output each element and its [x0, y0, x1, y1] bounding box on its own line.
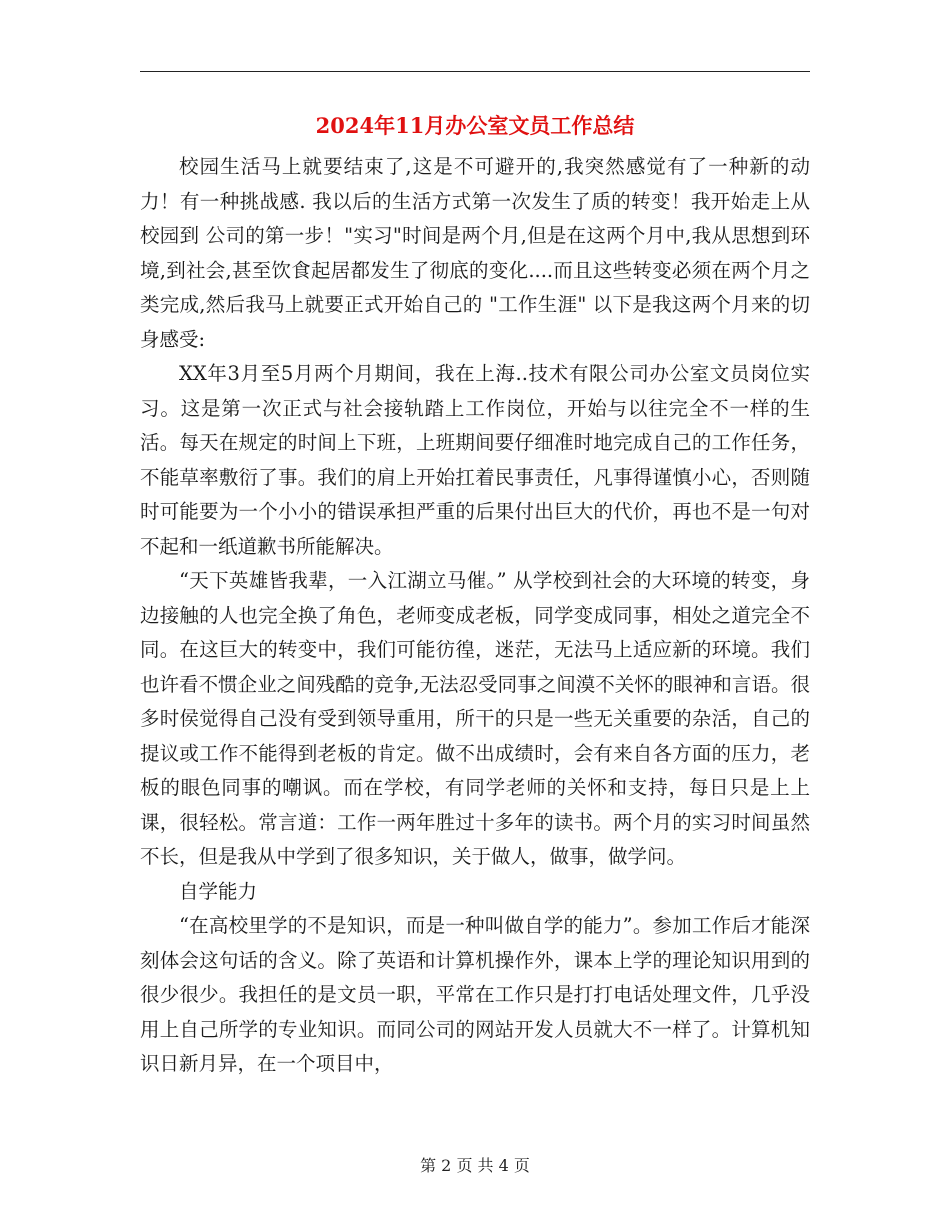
- document-title: 2024年11月办公室文员工作总结: [315, 113, 635, 138]
- body-paragraph: “天下英雄皆我辈，一入江湖立马催。” 从学校到社会的大环境的转变，身边接触的人也完全换了角色，老师变成老板，同学变成同事，相处之道完全不同。在这巨大的转变中，我们可能彷徨，迷茫，无法马上适应新的环境。我们也许看不惯企业之间残酷的竞争,无法忍受同事之间漠不关怀的眼神和言语。很多时侯觉得自己没有受到领导重用，所干的只是一些无关重要的杂活，自己的提议或工作不能得到老板的肯定。做不出成绩时，会有来自各方面的压力，老板的眼色同事的嘲讽。而在学校，有同学老师的关怀和支持，每日只是上上课，很轻松。常言道：工作一两年胜过十多年的读书。两个月的实习时间虽然不长，但是我从中学到了很多知识，关于做人，做事，做学问。: [140, 569, 810, 868]
- body-paragraph: “在高校里学的不是知识，而是一种叫做自学的能力”。参加工作后才能深刻体会这句话的含义。除了英语和计算机操作外，课本上学的理论知识用到的很少很少。我担任的是文员一职，平常在工作只是打打电话处理文件，几乎没用上自己所学的专业知识。而同公司的网站开发人员就大不一样了。计算机知识日新月异，在一个项目中，: [140, 914, 810, 1075]
- page-number-footer: 第 2 页 共 4 页: [420, 1156, 530, 1175]
- section-heading: 自学能力: [179, 879, 258, 903]
- body-paragraph: 校园生活马上就要结束了,这是不可避开的,我突然感觉有了一种新的动力！有一种挑战感. 我以后的生活方式第一次发生了质的转变！我开始走上从校园到 公司的第一步！"实习"时间是两个月,但是在这两个月中,我从思想到环境,到社会,甚至饮食起居都发生了彻底的变化....而且这些转变必须在两个月之类完成,然后我马上就要正式开始自己的 "工作生涯" 以下是我这两个月来的切身感受:: [140, 155, 810, 351]
- body-paragraph: XX年3月至5月两个月期间，我在上海..技术有限公司办公室文员岗位实习。这是第一次正式与社会接轨踏上工作岗位，开始与以往完全不一样的生活。每天在规定的时间上下班，上班期间要仔细准时地完成自己的工作任务，不能草率敷衍了事。我们的肩上开始扛着民事责任，凡事得谨慎小心，否则随时可能要为一个小小的错误承担严重的后果付出巨大的代价，再也不是一句对不起和一纸道歉书所能解决。: [140, 362, 810, 558]
- document-body: [140, 150, 810, 1082]
- header-rule: [140, 71, 810, 72]
